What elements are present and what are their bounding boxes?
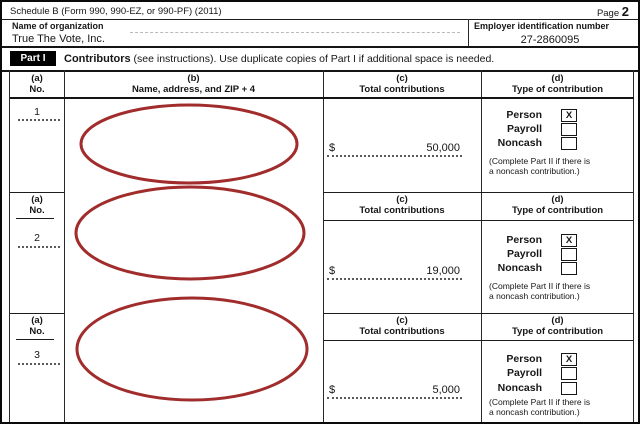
person-label: Person [506,234,542,246]
payroll-label: Payroll [506,367,542,379]
col-a-tag: (a) [31,315,43,326]
payroll-checkbox [561,367,577,380]
org-name-label: Name of organization [12,21,104,31]
section-2-rule-a [10,192,64,193]
payroll-checkbox [561,248,577,261]
section-3-rule-cd [323,313,633,314]
entry-1-number: 1 [34,106,40,118]
noncash-note-line2: a noncash contribution.) [489,166,580,176]
col-a-label: No. [29,84,45,95]
noncash-label: Noncash [497,137,542,149]
table-left-border [9,70,10,422]
col-d-tag: (d) [551,73,564,84]
header-row-rule [10,97,634,99]
page-number: 2 [621,4,629,19]
redaction-ellipse-3 [77,298,307,400]
part-i-badge: Part I [10,51,56,66]
col-d-tag: (d) [551,315,564,326]
entry-1-number-underline [18,119,60,121]
noncash-label: Noncash [497,262,542,274]
header-rule [2,19,640,20]
col-c-tag: (c) [396,194,408,205]
noncash-checkbox [561,262,577,275]
entry-3-number: 3 [34,349,40,361]
col-c-label: Total contributions [359,205,445,216]
person-checkbox: X [561,234,577,247]
col-d-label: Type of contribution [511,205,604,216]
scan-dashed-line [130,32,460,33]
col-c-tag: (c) [396,73,408,84]
ein-value: 27-2860095 [520,34,580,46]
section-3-header-bottom-rule [323,340,633,341]
part-i-instructions: (see instructions). Use duplicate copies of Part I if additional space is needed. [133,53,495,65]
section-2-header-bottom-rule [323,220,633,221]
ein-label: Employer identification number [474,21,610,31]
noncash-note-line2: a noncash contribution.) [489,407,580,417]
noncash-note-line1: (Complete Part II if there is [489,397,591,407]
col-a-label: No. [29,205,45,216]
table-right-border [633,70,634,422]
entry-1-amount: 50,000 [426,142,460,154]
currency-symbol: $ [329,265,336,277]
currency-symbol: $ [329,384,336,396]
org-name-value: True The Vote, Inc. [12,33,105,45]
no-underline [16,339,54,340]
entry-3-number-underline [18,363,60,365]
currency-symbol: $ [329,142,336,154]
entry-3-amount: 5,000 [432,384,460,396]
no-underline [16,218,54,219]
person-label: Person [506,109,542,121]
payroll-checkbox [561,123,577,136]
noncash-note-line2: a noncash contribution.) [489,291,580,301]
noncash-note-line1: (Complete Part II if there is [489,281,591,291]
noncash-checkbox [561,382,577,395]
person-checkbox: X [561,353,577,366]
entry-2-number-underline [18,246,60,248]
person-label: Person [506,353,542,365]
col-a-tag: (a) [31,194,43,205]
noncash-checkbox [561,137,577,150]
col-b-divider [323,70,324,422]
page-label: Page [596,8,620,19]
col-b-label: Name, address, and ZIP + 4 [131,84,256,95]
payroll-label: Payroll [506,123,542,135]
col-d-tag: (d) [551,194,564,205]
redaction-ellipse-1 [81,105,297,183]
noncash-label: Noncash [497,382,542,394]
col-b-tag: (b) [187,73,200,84]
entry-3-amount-row [327,382,462,399]
person-checkbox: X [561,109,577,122]
page-reference [597,4,629,19]
noncash-note-line1: (Complete Part II if there is [489,156,591,166]
form-title: Schedule B (Form 990, 990-EZ, or 990-PF) (2011) [10,6,222,17]
entry-2-amount-row [327,263,462,280]
col-c-label: Total contributions [359,326,445,337]
part-band-rule [2,70,640,72]
col-c-label: Total contributions [359,84,445,95]
part-i-heading [64,53,494,65]
payroll-label: Payroll [506,248,542,260]
col-a-divider [64,70,65,422]
section-3-rule-a [10,313,64,314]
col-c-tag: (c) [396,315,408,326]
section-2-rule-cd [323,192,633,193]
col-a-tag: (a) [31,73,43,84]
part-i-title: Contributors [64,53,131,65]
redaction-ellipse-2 [76,187,304,279]
name-band-rule [2,46,640,48]
entry-1-amount-row [327,140,462,157]
col-d-label: Type of contribution [511,326,604,337]
col-a-label: No. [29,326,45,337]
entry-2-number: 2 [34,232,40,244]
entry-2-amount: 19,000 [426,265,460,277]
col-d-label: Type of contribution [511,84,604,95]
